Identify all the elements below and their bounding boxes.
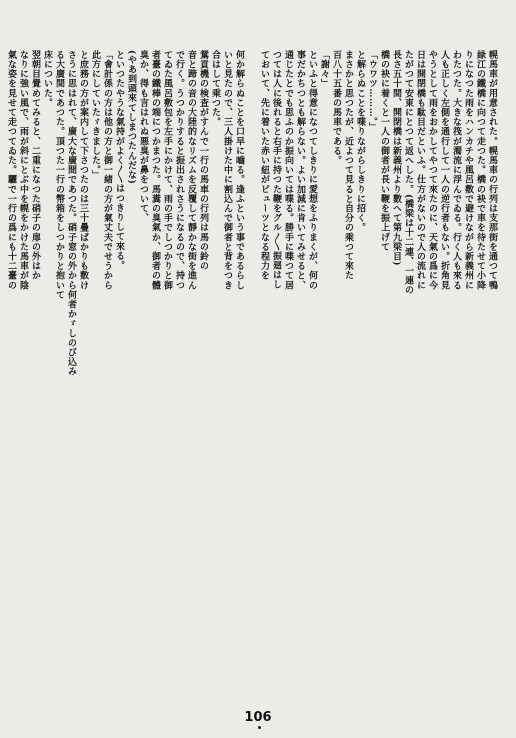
text-line: 人も正しく左側を通行して一人の逆行者もない。折角見 (439, 50, 449, 290)
text-line: 「ウワツ………。」 (367, 50, 377, 132)
text-line: いと見たので、三人掛けた中に割込んで御者と背をつき (222, 50, 232, 290)
text-line: りになつた雨をハンカチや風呂敷で避けながら新義州に (463, 50, 473, 290)
text-line: わたつた。大きな筏が濁流に浮んでゐる。行く人も來る (451, 50, 461, 290)
text-line: 此方にしていたゞきました。」 (90, 50, 100, 180)
column-gap (246, 50, 256, 690)
text-line: 氣な姿を見せて走つてゐた。驪で一行の爲にも十二臺の (6, 50, 16, 290)
text-line: 橋の袂に着くと一人の御者が長い鞭を振上げて (379, 50, 389, 252)
text-line: てゐた風呂敷包を左手にかけて、雨の手でしつかりと御 (162, 50, 172, 290)
text-line: 合はして乘つた。 (210, 50, 220, 127)
text-line: 幌馬車が用意された。幌馬車の行列は支那街を通つて鴨 (487, 50, 497, 290)
text-line: といふと得意になつてしきりに愛想をふりまくが、何の (307, 50, 317, 290)
text-line: 翌朝目覺めてみると、二重になつた硝子の扉の外はか (30, 50, 40, 281)
text-line: と庶務の方が案内して下さつたのは三十疊ばかりも敷け (78, 50, 88, 290)
text-line: たがつて安東にとつて返へした。(橋梁は十二連、一連の (403, 50, 413, 295)
text-line: 緑江の鐵橋に向つて走つた。橋の袂で車を待たせて小降 (475, 50, 485, 290)
print-dot (258, 726, 261, 729)
text-line: と解らぬことを喋りながらしきりに招く。 (355, 50, 365, 233)
text-line: まさかと思つたが、近よつて見ると自分の乘つて來た (343, 50, 353, 281)
text-line: で行く。うつかりすると振出されさうになるので、持つ (174, 50, 184, 290)
text-line: 者臺の鐵棒の端につかまつた。馬糞の臭氣か、御者の體 (150, 50, 160, 290)
text-columns (6, 50, 496, 690)
text-line: 「謝々」 (319, 50, 329, 89)
text-line: 長さ五十間、開閉橋は新義州より數へて第九梁目) (391, 50, 401, 267)
text-line: 「會計係の方は他の方と御一緒の方が氣丈夫でせうから (102, 50, 112, 290)
text-line: 通じたとでも思ふのか振向いては喋る。勝手に喋つて居 (283, 50, 293, 290)
text-line: 日は開閉橋も駄目だといふ。仕方がないので人の流れに (415, 50, 425, 290)
text-line: 臭か、得も言はれぬ悪臭が鼻をついて、 (138, 50, 148, 223)
text-line: (やあ到頭來てしまつたんだな) (126, 50, 136, 185)
page-number: 106 (244, 710, 272, 725)
text-line: やうとして雨をおかしてやつて來たのに、天氣の爲に今 (427, 50, 437, 290)
text-line: 何か解らぬことを口早に嚙る。逢ふという事であるらし (234, 50, 244, 290)
text-line: なりに強い風で、雨が斜にとぶ中を幌をかけた馬車が陰 (18, 50, 28, 290)
text-line: といつたやうな氣持がよく〳〵はつきりして來る。 (114, 50, 124, 271)
text-line: 百八十五番の馬車である。 (331, 50, 341, 166)
text-line: 音と蹄の音の大陸的なリズムを反覆して靜かな街を進ん (186, 50, 196, 290)
text-line: つては人に後れると右手に持つた鞭をグル〳〵振廻はし (271, 50, 281, 290)
text-line: 鴛貢機の検査がすんで一行の馬車の行列は馬の鈴の (198, 50, 208, 271)
text-line: 事だかちつとも解らない。よい加減に肯いてみせると、 (295, 50, 305, 290)
text-line: る大廣間であつた。頂つた一行の幣箱をしつかりと抱いて (54, 50, 64, 300)
text-line: さうに思はれて、廣大な廣間であつた。硝子窓の外から何者かゞしのび込み (66, 50, 76, 377)
text-line: ておいて、先に着いた赤い紐がピューツとなる程力を (259, 50, 269, 281)
text-line: 床についた。 (42, 50, 52, 108)
